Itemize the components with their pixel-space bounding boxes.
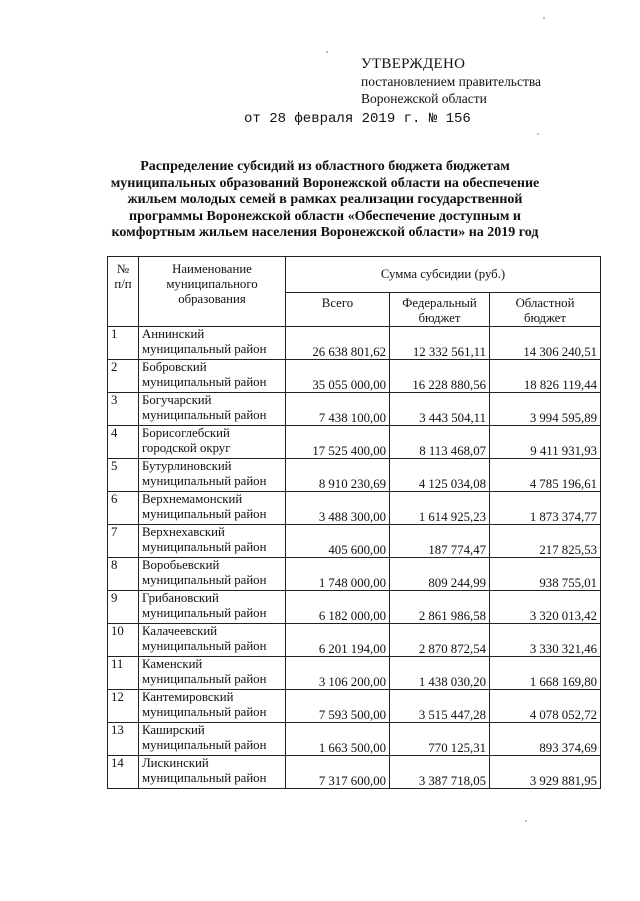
row-federal: 809 244,99 — [390, 558, 490, 591]
table-row — [108, 327, 601, 360]
subsidy-table — [107, 256, 601, 789]
col-regional-label: Областной бюджет — [515, 296, 575, 325]
col-regional-header — [490, 293, 601, 327]
row-municipality: Воробьевский муниципальный район — [139, 558, 286, 591]
row-municipality: Богучарский муниципальный район — [139, 393, 286, 426]
row-federal: 2 861 986,58 — [390, 591, 490, 624]
row-number: 9 — [108, 591, 139, 624]
row-federal: 16 228 880,56 — [390, 360, 490, 393]
scan-speck — [537, 133, 539, 135]
table-row — [108, 426, 601, 459]
table-row — [108, 393, 601, 426]
row-number: 13 — [108, 723, 139, 756]
col-federal-label: Федеральный бюджет — [402, 296, 477, 325]
approved-label: УТВЕРЖДЕНО — [361, 56, 466, 72]
col-name-label: Наименование муниципального образования — [166, 262, 258, 306]
row-total: 6 201 194,00 — [286, 624, 390, 657]
col-total-label: Всего — [321, 296, 354, 310]
scan-speck — [543, 17, 545, 19]
row-total: 7 593 500,00 — [286, 690, 390, 723]
row-total: 7 317 600,00 — [286, 756, 390, 789]
row-regional: 1 873 374,77 — [490, 492, 601, 525]
row-regional: 1 668 169,80 — [490, 657, 601, 690]
row-federal: 8 113 468,07 — [390, 426, 490, 459]
row-number: 7 — [108, 525, 139, 558]
row-total: 3 488 300,00 — [286, 492, 390, 525]
row-total: 26 638 801,62 — [286, 327, 390, 360]
row-municipality: Бутурлиновский муниципальный район — [139, 459, 286, 492]
row-number: 14 — [108, 756, 139, 789]
table-row — [108, 492, 601, 525]
row-regional: 3 929 881,95 — [490, 756, 601, 789]
row-municipality: Кантемировский муниципальный район — [139, 690, 286, 723]
table-row — [108, 591, 601, 624]
row-municipality: Калачеевский муниципальный район — [139, 624, 286, 657]
table-row — [108, 525, 601, 558]
table-row — [108, 360, 601, 393]
row-municipality: Лискинский муниципальный район — [139, 756, 286, 789]
row-federal: 3 515 447,28 — [390, 690, 490, 723]
table-row — [108, 624, 601, 657]
row-municipality: Бобровский муниципальный район — [139, 360, 286, 393]
document-title: Распределение субсидий из областного бюджета бюджетам муниципальных образований Воронежской области на обеспечение жильем молодых семей в рамках реализации государственной программы Воронежской области «Обеспечение доступным и комфортным жильем населения Воронежской области» на 2019 год — [110, 159, 540, 240]
row-municipality: Борисоглебский городской округ — [139, 426, 286, 459]
row-number: 1 — [108, 327, 139, 360]
row-regional: 3 320 013,42 — [490, 591, 601, 624]
row-federal: 12 332 561,11 — [390, 327, 490, 360]
row-regional: 4 078 052,72 — [490, 690, 601, 723]
table-row — [108, 690, 601, 723]
row-total: 17 525 400,00 — [286, 426, 390, 459]
col-num-label: № п/п — [114, 262, 132, 291]
row-federal: 770 125,31 — [390, 723, 490, 756]
table-row — [108, 459, 601, 492]
row-federal: 187 774,47 — [390, 525, 490, 558]
row-number: 12 — [108, 690, 139, 723]
row-total: 8 910 230,69 — [286, 459, 390, 492]
col-sum-header: Сумма субсидии (руб.) — [286, 257, 601, 293]
row-number: 6 — [108, 492, 139, 525]
table-body — [108, 327, 601, 789]
row-regional: 938 755,01 — [490, 558, 601, 591]
row-number: 5 — [108, 459, 139, 492]
row-federal: 3 443 504,11 — [390, 393, 490, 426]
col-federal-header — [390, 293, 490, 327]
row-total: 7 438 100,00 — [286, 393, 390, 426]
row-federal: 1 614 925,23 — [390, 492, 490, 525]
row-total: 1 748 000,00 — [286, 558, 390, 591]
row-municipality: Верхнемамонский муниципальный район — [139, 492, 286, 525]
col-num-header — [108, 257, 139, 327]
table-row — [108, 558, 601, 591]
row-regional: 3 330 321,46 — [490, 624, 601, 657]
approval-line-1: постановлением правительства — [361, 74, 542, 89]
row-regional: 4 785 196,61 — [490, 459, 601, 492]
row-federal: 4 125 034,08 — [390, 459, 490, 492]
row-federal: 1 438 030,20 — [390, 657, 490, 690]
row-number: 3 — [108, 393, 139, 426]
col-name-header — [139, 257, 286, 327]
row-total: 1 663 500,00 — [286, 723, 390, 756]
row-total: 35 055 000,00 — [286, 360, 390, 393]
row-number: 11 — [108, 657, 139, 690]
table-row — [108, 723, 601, 756]
row-federal: 2 870 872,54 — [390, 624, 490, 657]
decree-date: от 28 февраля 2019 г. № 156 — [244, 111, 471, 127]
row-regional: 9 411 931,93 — [490, 426, 601, 459]
approval-line-2: Воронежской области — [361, 91, 487, 106]
row-municipality: Каменский муниципальный район — [139, 657, 286, 690]
row-total: 6 182 000,00 — [286, 591, 390, 624]
row-municipality: Аннинский муниципальный район — [139, 327, 286, 360]
row-regional: 18 826 119,44 — [490, 360, 601, 393]
col-total-header — [286, 293, 390, 327]
scan-speck — [525, 820, 527, 822]
row-number: 4 — [108, 426, 139, 459]
row-number: 2 — [108, 360, 139, 393]
row-regional: 217 825,53 — [490, 525, 601, 558]
row-municipality: Грибановский муниципальный район — [139, 591, 286, 624]
approval-block — [361, 56, 541, 107]
table-row — [108, 756, 601, 789]
row-total: 405 600,00 — [286, 525, 390, 558]
row-number: 8 — [108, 558, 139, 591]
row-municipality: Верхнехавский муниципальный район — [139, 525, 286, 558]
row-regional: 3 994 595,89 — [490, 393, 601, 426]
row-federal: 3 387 718,05 — [390, 756, 490, 789]
table-row — [108, 657, 601, 690]
row-number: 10 — [108, 624, 139, 657]
row-total: 3 106 200,00 — [286, 657, 390, 690]
row-municipality: Каширский муниципальный район — [139, 723, 286, 756]
row-regional: 14 306 240,51 — [490, 327, 601, 360]
scan-speck — [326, 51, 328, 53]
row-regional: 893 374,69 — [490, 723, 601, 756]
